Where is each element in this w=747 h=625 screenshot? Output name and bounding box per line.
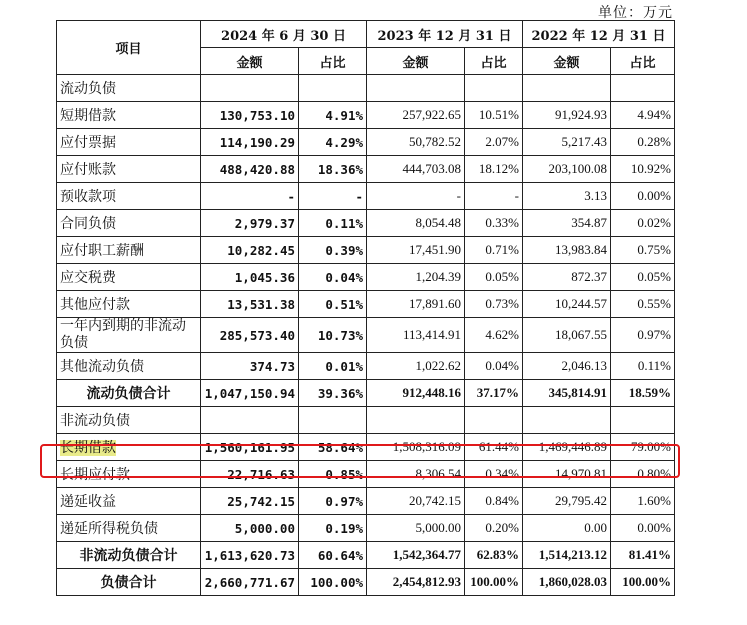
amount-cell: 0.00 bbox=[523, 515, 611, 542]
table-row bbox=[57, 183, 675, 210]
ratio-cell: 0.84% bbox=[465, 488, 523, 515]
ratio-cell: 81.41% bbox=[611, 542, 675, 569]
row-label: 递延收益 bbox=[57, 488, 201, 515]
ratio-cell: 10.51% bbox=[465, 102, 523, 129]
total-row bbox=[57, 569, 675, 596]
amount-cell: 1,613,620.73 bbox=[201, 542, 299, 569]
row-label: 应交税费 bbox=[57, 264, 201, 291]
amount-cell: 8,306.54 bbox=[367, 461, 465, 488]
amount-cell: - bbox=[367, 183, 465, 210]
total-row bbox=[57, 542, 675, 569]
highlighted-label: 长期借款 bbox=[60, 440, 116, 456]
amount-cell: 354.87 bbox=[523, 210, 611, 237]
row-label: 短期借款 bbox=[57, 102, 201, 129]
ratio-cell: 0.11% bbox=[611, 353, 675, 380]
ratio-cell: 4.94% bbox=[611, 102, 675, 129]
ratio-cell: 10.73% bbox=[299, 318, 367, 353]
table-row bbox=[57, 318, 675, 353]
ratio-cell: 62.83% bbox=[465, 542, 523, 569]
ratio-cell: 0.33% bbox=[465, 210, 523, 237]
amount-cell: 2,979.37 bbox=[201, 210, 299, 237]
amount-cell: 18,067.55 bbox=[523, 318, 611, 353]
table-row bbox=[57, 515, 675, 542]
amount-cell: 2,046.13 bbox=[523, 353, 611, 380]
amount-cell: 50,782.52 bbox=[367, 129, 465, 156]
row-label: 应付账款 bbox=[57, 156, 201, 183]
amount-cell: 17,451.90 bbox=[367, 237, 465, 264]
total-row bbox=[57, 380, 675, 407]
amount-cell: - bbox=[201, 183, 299, 210]
table-row bbox=[57, 156, 675, 183]
header-period-2023-12-31: 2023 年 12 月 31 日 bbox=[367, 21, 523, 48]
amount-cell: 10,244.57 bbox=[523, 291, 611, 318]
amount-cell bbox=[201, 407, 299, 434]
table-row bbox=[57, 129, 675, 156]
ratio-cell: 58.64% bbox=[299, 434, 367, 461]
amount-cell: 1,469,446.89 bbox=[523, 434, 611, 461]
amount-cell: 1,560,161.95 bbox=[201, 434, 299, 461]
row-label bbox=[57, 434, 201, 461]
ratio-cell: 100.00% bbox=[611, 569, 675, 596]
row-label: 应付职工薪酬 bbox=[57, 237, 201, 264]
amount-cell: 285,573.40 bbox=[201, 318, 299, 353]
amount-cell bbox=[201, 75, 299, 102]
amount-cell: 912,448.16 bbox=[367, 380, 465, 407]
table-row bbox=[57, 488, 675, 515]
table-row bbox=[57, 102, 675, 129]
amount-cell bbox=[367, 75, 465, 102]
amount-cell: 13,531.38 bbox=[201, 291, 299, 318]
section-row bbox=[57, 75, 675, 102]
ratio-cell: 0.80% bbox=[611, 461, 675, 488]
ratio-cell: 0.85% bbox=[299, 461, 367, 488]
ratio-cell: - bbox=[299, 183, 367, 210]
table-row bbox=[57, 353, 675, 380]
ratio-cell: 0.39% bbox=[299, 237, 367, 264]
amount-cell: 20,742.15 bbox=[367, 488, 465, 515]
ratio-cell: 0.04% bbox=[299, 264, 367, 291]
ratio-cell: 0.73% bbox=[465, 291, 523, 318]
amount-cell bbox=[523, 407, 611, 434]
header-amount: 金额 bbox=[201, 48, 299, 75]
amount-cell: 130,753.10 bbox=[201, 102, 299, 129]
amount-cell: 22,716.63 bbox=[201, 461, 299, 488]
ratio-cell: 0.11% bbox=[299, 210, 367, 237]
ratio-cell: 0.75% bbox=[611, 237, 675, 264]
ratio-cell bbox=[299, 407, 367, 434]
ratio-cell: 18.12% bbox=[465, 156, 523, 183]
row-label: 流动负债合计 bbox=[57, 380, 201, 407]
amount-cell: 1,204.39 bbox=[367, 264, 465, 291]
row-label: 其他应付款 bbox=[57, 291, 201, 318]
ratio-cell: 0.51% bbox=[299, 291, 367, 318]
ratio-cell: 39.36% bbox=[299, 380, 367, 407]
amount-cell: 488,420.88 bbox=[201, 156, 299, 183]
amount-cell: 2,660,771.67 bbox=[201, 569, 299, 596]
row-label: 递延所得税负债 bbox=[57, 515, 201, 542]
ratio-cell: 0.01% bbox=[299, 353, 367, 380]
amount-cell bbox=[523, 75, 611, 102]
ratio-cell: 0.02% bbox=[611, 210, 675, 237]
ratio-cell: - bbox=[465, 183, 523, 210]
ratio-cell: 0.55% bbox=[611, 291, 675, 318]
ratio-cell: 0.00% bbox=[611, 183, 675, 210]
amount-cell: 257,922.65 bbox=[367, 102, 465, 129]
header-period-2024-06-30: 2024 年 6 月 30 日 bbox=[201, 21, 367, 48]
table-row bbox=[57, 210, 675, 237]
amount-cell: 17,891.60 bbox=[367, 291, 465, 318]
amount-cell: 2,454,812.93 bbox=[367, 569, 465, 596]
amount-cell: 10,282.45 bbox=[201, 237, 299, 264]
row-label: 应付票据 bbox=[57, 129, 201, 156]
ratio-cell bbox=[299, 75, 367, 102]
ratio-cell: 0.34% bbox=[465, 461, 523, 488]
section-label: 流动负债 bbox=[57, 75, 201, 102]
ratio-cell: 0.97% bbox=[299, 488, 367, 515]
ratio-cell: 0.04% bbox=[465, 353, 523, 380]
amount-cell: 14,970.81 bbox=[523, 461, 611, 488]
amount-cell: 8,054.48 bbox=[367, 210, 465, 237]
header-ratio: 占比 bbox=[611, 48, 675, 75]
amount-cell: 1,508,316.09 bbox=[367, 434, 465, 461]
ratio-cell: 0.97% bbox=[611, 318, 675, 353]
ratio-cell: 0.28% bbox=[611, 129, 675, 156]
row-label: 一年内到期的非流动负债 bbox=[57, 318, 201, 353]
amount-cell: 1,514,213.12 bbox=[523, 542, 611, 569]
amount-cell: 25,742.15 bbox=[201, 488, 299, 515]
table-row bbox=[57, 434, 675, 461]
ratio-cell: 18.59% bbox=[611, 380, 675, 407]
row-label: 合同负债 bbox=[57, 210, 201, 237]
ratio-cell: 0.00% bbox=[611, 515, 675, 542]
amount-cell: 872.37 bbox=[523, 264, 611, 291]
unit-label: 单位：万元 bbox=[598, 5, 673, 21]
amount-cell: 114,190.29 bbox=[201, 129, 299, 156]
ratio-cell: 61.44% bbox=[465, 434, 523, 461]
section-row bbox=[57, 407, 675, 434]
amount-cell: 1,022.62 bbox=[367, 353, 465, 380]
header-ratio: 占比 bbox=[465, 48, 523, 75]
ratio-cell: 0.05% bbox=[465, 264, 523, 291]
header-period-2022-12-31: 2022 年 12 月 31 日 bbox=[523, 21, 675, 48]
ratio-cell: 60.64% bbox=[299, 542, 367, 569]
amount-cell: 203,100.08 bbox=[523, 156, 611, 183]
amount-cell: 5,000.00 bbox=[201, 515, 299, 542]
amount-cell: 1,047,150.94 bbox=[201, 380, 299, 407]
liabilities-table bbox=[56, 20, 675, 596]
table-row bbox=[57, 264, 675, 291]
ratio-cell: 4.62% bbox=[465, 318, 523, 353]
ratio-cell bbox=[465, 75, 523, 102]
amount-cell bbox=[367, 407, 465, 434]
ratio-cell: 0.19% bbox=[299, 515, 367, 542]
ratio-cell: 18.36% bbox=[299, 156, 367, 183]
ratio-cell bbox=[611, 75, 675, 102]
header-row-periods bbox=[57, 21, 675, 48]
row-label: 非流动负债合计 bbox=[57, 542, 201, 569]
amount-cell: 1,542,364.77 bbox=[367, 542, 465, 569]
ratio-cell: 100.00% bbox=[465, 569, 523, 596]
ratio-cell: 100.00% bbox=[299, 569, 367, 596]
section-label: 非流动负债 bbox=[57, 407, 201, 434]
amount-cell: 345,814.91 bbox=[523, 380, 611, 407]
row-label: 负债合计 bbox=[57, 569, 201, 596]
ratio-cell bbox=[465, 407, 523, 434]
row-label: 长期应付款 bbox=[57, 461, 201, 488]
ratio-cell: 0.05% bbox=[611, 264, 675, 291]
amount-cell: 3.13 bbox=[523, 183, 611, 210]
ratio-cell: 79.00% bbox=[611, 434, 675, 461]
ratio-cell: 10.92% bbox=[611, 156, 675, 183]
table-row bbox=[57, 291, 675, 318]
table-row bbox=[57, 237, 675, 264]
table-body bbox=[57, 75, 675, 596]
table-row bbox=[57, 461, 675, 488]
header-item: 项目 bbox=[57, 21, 201, 75]
amount-cell: 1,045.36 bbox=[201, 264, 299, 291]
amount-cell: 29,795.42 bbox=[523, 488, 611, 515]
amount-cell: 13,983.84 bbox=[523, 237, 611, 264]
amount-cell: 374.73 bbox=[201, 353, 299, 380]
header-amount: 金额 bbox=[523, 48, 611, 75]
ratio-cell: 4.91% bbox=[299, 102, 367, 129]
ratio-cell: 4.29% bbox=[299, 129, 367, 156]
amount-cell: 444,703.08 bbox=[367, 156, 465, 183]
row-label: 其他流动负债 bbox=[57, 353, 201, 380]
header-amount: 金额 bbox=[367, 48, 465, 75]
amount-cell: 5,000.00 bbox=[367, 515, 465, 542]
ratio-cell bbox=[611, 407, 675, 434]
header-ratio: 占比 bbox=[299, 48, 367, 75]
ratio-cell: 0.71% bbox=[465, 237, 523, 264]
amount-cell: 1,860,028.03 bbox=[523, 569, 611, 596]
ratio-cell: 0.20% bbox=[465, 515, 523, 542]
ratio-cell: 37.17% bbox=[465, 380, 523, 407]
row-label: 预收款项 bbox=[57, 183, 201, 210]
ratio-cell: 2.07% bbox=[465, 129, 523, 156]
amount-cell: 91,924.93 bbox=[523, 102, 611, 129]
ratio-cell: 1.60% bbox=[611, 488, 675, 515]
amount-cell: 5,217.43 bbox=[523, 129, 611, 156]
amount-cell: 113,414.91 bbox=[367, 318, 465, 353]
